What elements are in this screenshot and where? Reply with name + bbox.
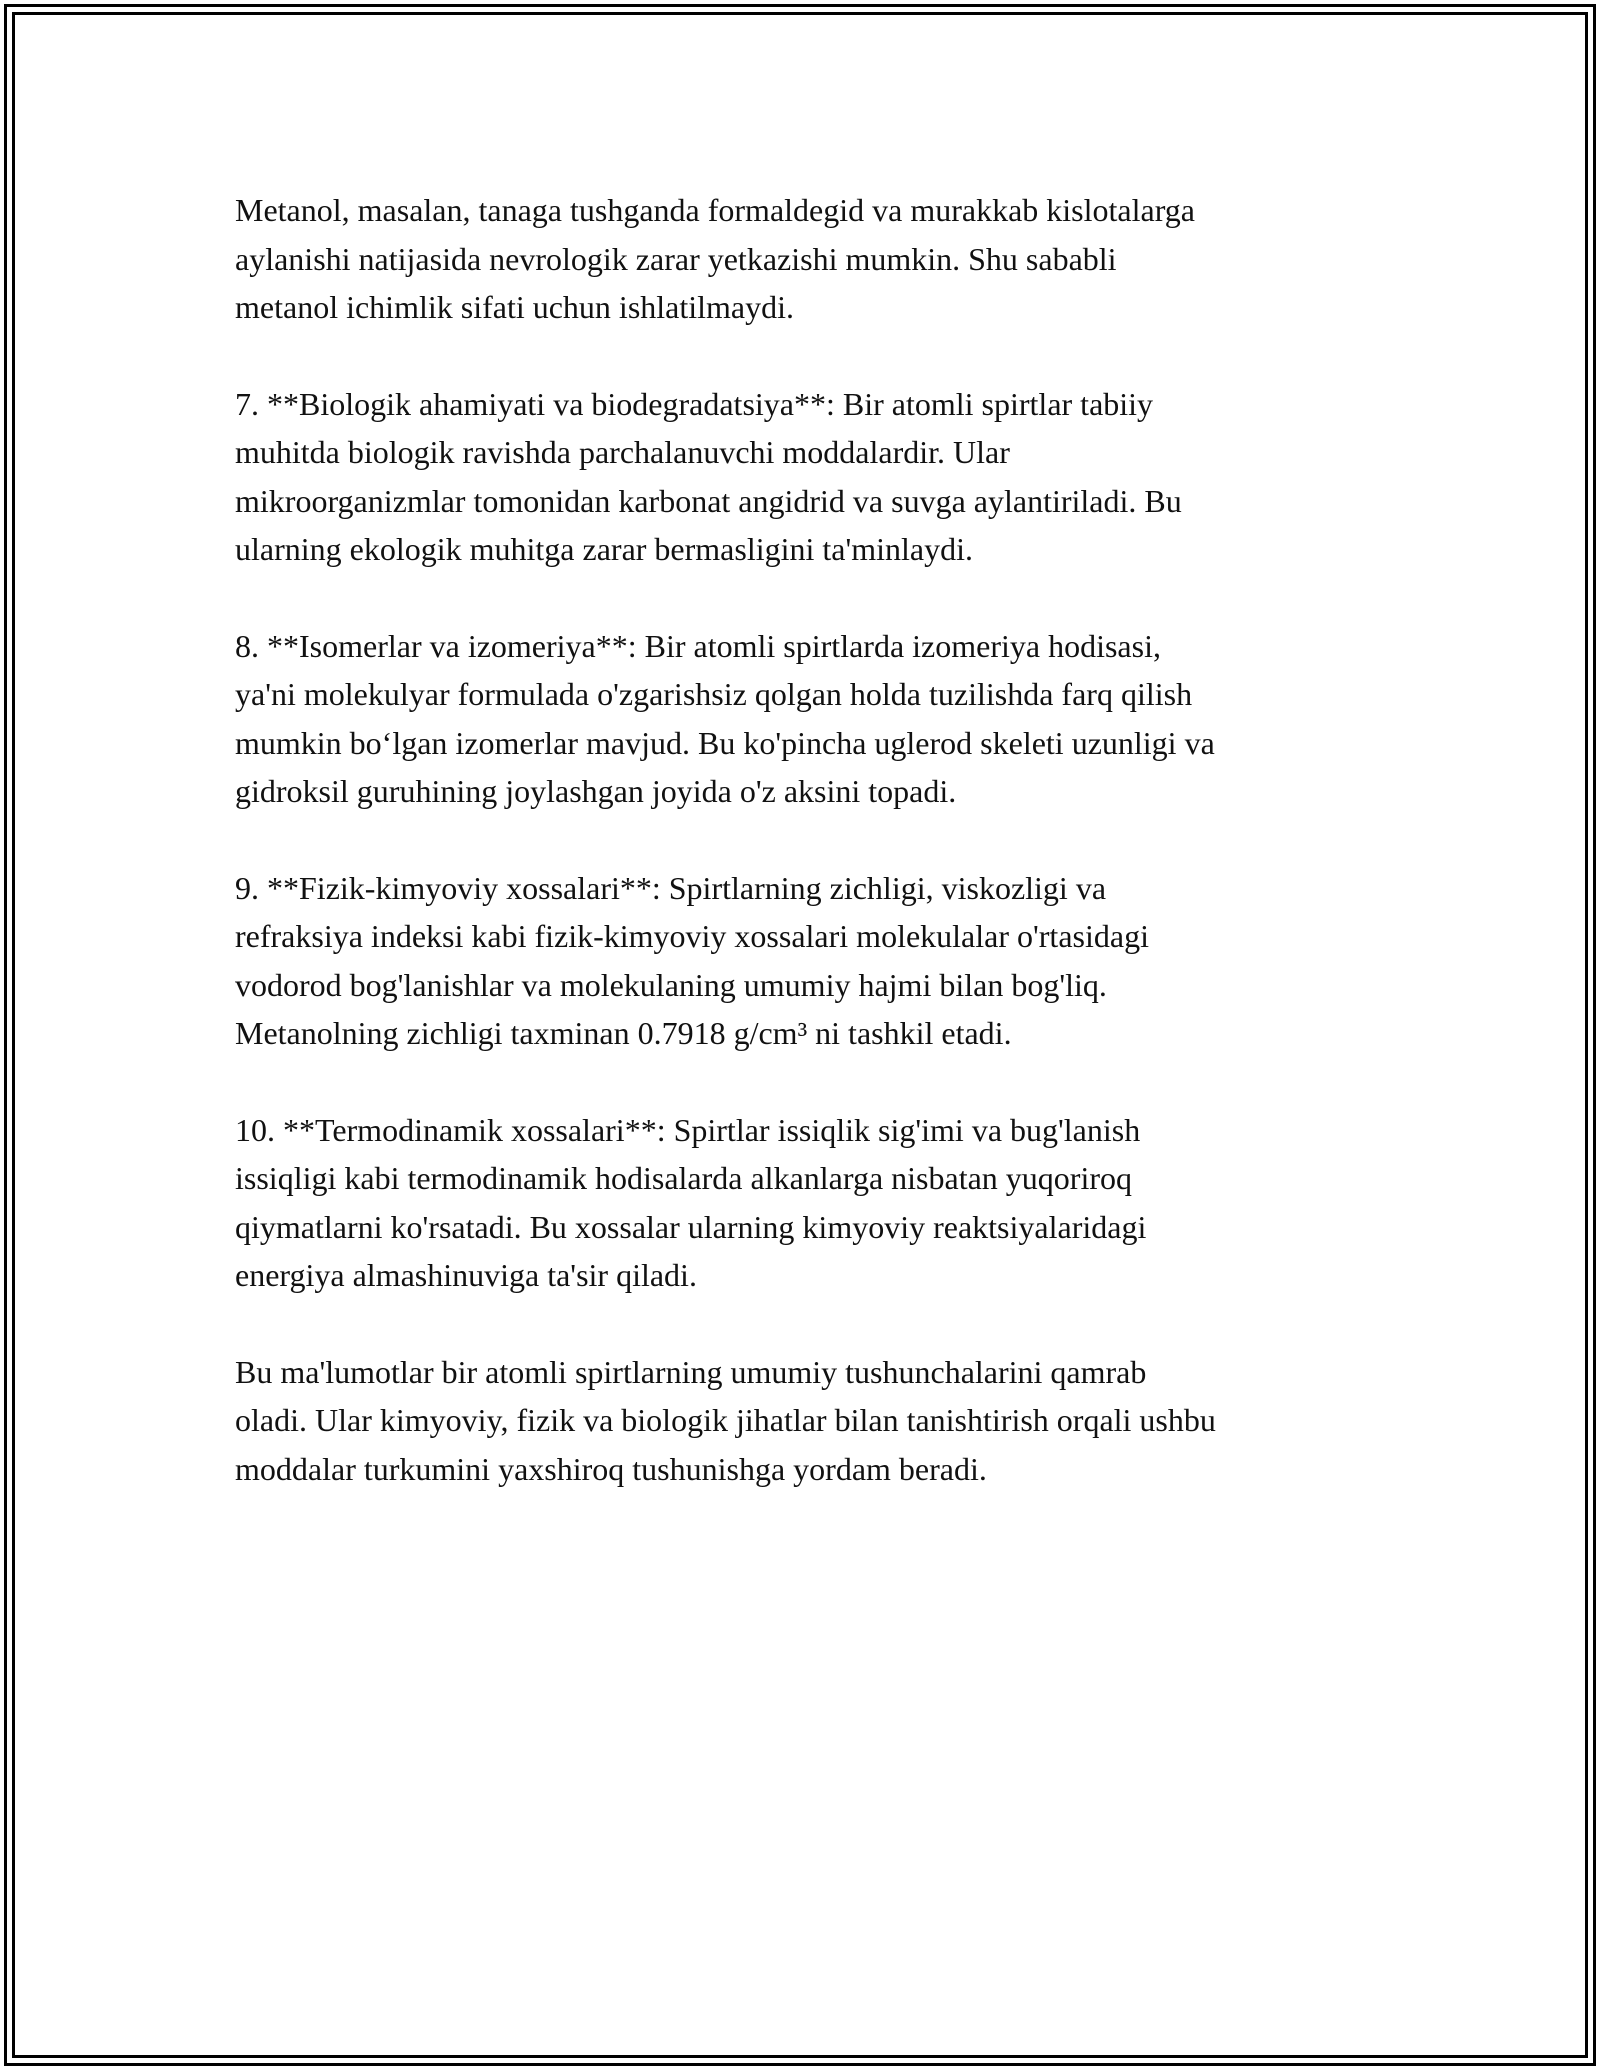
paragraph-isomers: 8. **Isomerlar va izomeriya**: Bir atomli spirtlarda izomeriya hodisasi, ya'ni molekulyar formulada o'zgarishsiz qolgan holda tuzilishda farq qilish mumkin bo‘lgan izomerlar mavjud. Bu ko'pincha uglerod skeleti uzunligi va gidroksil guruhining joylashgan joyida o'z aksini topadi. xyxy=(235,627,1215,809)
paragraph-thermodynamic-properties: 10. **Termodinamik xossalari**: Spirtlar issiqlik sig'imi va bug'lanish issiqligi kabi termodinamik hodisalarda alkanlarga nisbatan yuqoriroq qiymatlarni ko'rsatadi. Bu xossalar ularning kimyoviy reaktsiyalaridagi energiya almashinuviga ta'sir qiladi. xyxy=(235,1111,1147,1293)
paragraph-biological-significance: 7. **Biologik ahamiyati va biodegradatsiya**: Bir atomli spirtlar tabiiy muhitda biologik ravishda parchalanuvchi moddalardir. Ular mikroorganizmlar tomonidan karbonat angidrid va suvga aylantiriladi. Bu ularning ekologik muhitga zarar bermasligini ta'minlaydi. xyxy=(235,385,1182,567)
paragraph-physicochemical-properties: 9. **Fizik-kimyoviy xossalari**: Spirtlarning zichligi, viskozligi va refraksiya indeksi kabi fizik-kimyoviy xossalari molekulalar o'rtasidagi vodorod bog'lanishlar va molekulaning umumiy hajmi bilan bog'liq. Metanolning zichligi taxminan 0.7918 g/cm³ ni tashkil etadi. xyxy=(235,869,1149,1051)
paragraph-methanol-toxicity: Metanol, masalan, tanaga tushganda formaldegid va murakkab kislotalarga aylanishi natijasida nevrologik zarar yetkazishi mumkin. Shu sababli metanol ichimlik sifati uchun ishlatilmaydi. xyxy=(235,192,1195,325)
document-body xyxy=(235,186,1375,1541)
paragraph-conclusion: Bu ma'lumotlar bir atomli spirtlarning umumiy tushunchalarini qamrab oladi. Ular kimyoviy, fizik va biologik jihatlar bilan tanishtirish orqali ushbu moddalar turkumini yaxshiroq tushunishga yordam beradi. xyxy=(235,1353,1216,1487)
